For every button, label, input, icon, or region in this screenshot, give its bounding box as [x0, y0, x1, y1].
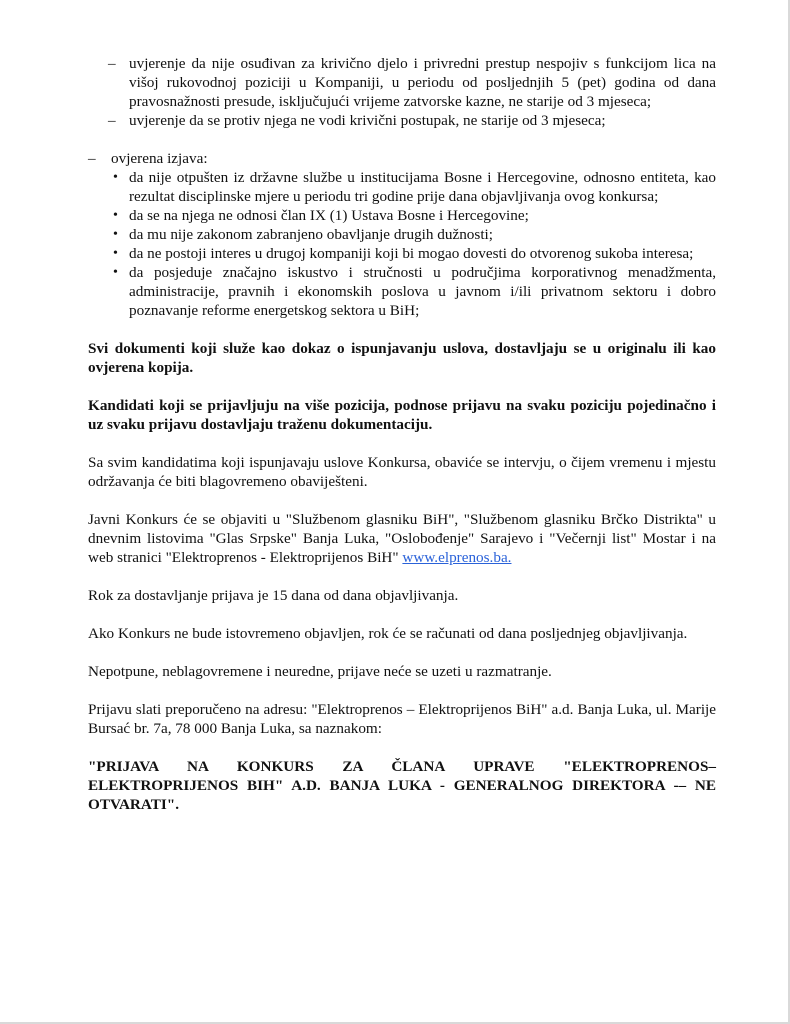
- statement-items: [111, 168, 716, 320]
- certificate-item: – uvjerenje da se protiv njega ne vodi krivični postupak, ne starije od 3 mjeseca;: [88, 111, 716, 130]
- deadline-paragraph: Rok za dostavljanje prijava je 15 dana od dana objavljivanja.: [88, 587, 459, 604]
- incomplete-applications-paragraph: Nepotpune, neblagovremene i neuredne, prijave neće se uzeti u razmatranje.: [88, 663, 552, 680]
- publication-paragraph: [88, 510, 716, 567]
- address-paragraph: Prijavu slati preporučeno na adresu: "Elektroprenos – Elektroprijenos BiH" a.d. Banja Luka, ul. Marije Bursać br. 7a, 78 000 Banja Luka, sa naznakom:: [88, 701, 716, 737]
- statement-list: [88, 149, 716, 320]
- statement-item: • da nije otpušten iz državne službe u institucijama Bosne i Hercegovine, odnosno entiteta, kao rezultat disciplinske mjere u periodu tri godine prije dana objavljivanja ovog konkursa;: [111, 168, 716, 206]
- certificate-item: – uvjerenje da nije osuđivan za krivično djelo i privredni prestup nespojiv s funkcijom lica na višoj rukovodnoj poziciji u Kompaniji, u periodu od posljednjih 5 (pet) godina od dana pravosnažnosti presude, isključujući vrijeme zatvorske kazne, ne starije od 3 mjeseca;: [88, 54, 716, 111]
- website-link[interactable]: www.elprenos.ba.: [402, 549, 512, 566]
- envelope-marking: "PRIJAVA NA KONKURS ZA ČLANA UPRAVE "ELEKTROPRENOS–ELEKTROPRIJENOS BIH" A.D. BANJA LUKA - GENERALNOG DIREKTORA -– NE OTVARATI".: [88, 758, 716, 813]
- original-documents-note: Svi dokumenti koji služe kao dokaz o ispunjavanju uslova, dostavljaju se u originalu ili kao ovjerena kopija.: [88, 340, 716, 376]
- statement-block: [88, 149, 716, 320]
- multiple-positions-note: Kandidati koji se prijavljuju na više pozicija, podnose prijavu na svaku poziciju pojedinačno i uz svaku prijavu dostavljaju traženu dokumentaciju.: [88, 397, 716, 433]
- publication-date-paragraph: Ako Konkurs ne bude istovremeno objavljen, rok će se računati od dana posljednjeg objavljivanja.: [88, 625, 688, 642]
- statement-item: • da mu nije zakonom zabranjeno obavljanje drugih dužnosti;: [111, 225, 716, 244]
- certificate-list: [88, 54, 716, 130]
- publication-text: Javni Konkurs će se objaviti u "Službenom glasniku BiH", "Službenom glasniku Brčko Distrikta" u dnevnim listovima "Glas Srpske" Banja Luka, "Oslobođenje" Sarajevo i "Večernji list" Mostar i na web stranici "Elektroprenos - Elektroprijenos BiH": [88, 511, 716, 566]
- statement-item: • da posjeduje značajno iskustvo i stručnosti u područjima korporativnog menadžmenta, administracije, pravnih i ekonomskih poslova u javnom i/ili privatnom sektoru i dobro poznavanje reforme energetskog sektora u BiH;: [111, 263, 716, 320]
- statement-item: • da ne postoji interes u drugoj kompaniji koji bi mogao dovesti do otvorenog sukoba interesa;: [111, 244, 716, 263]
- interview-paragraph: Sa svim kandidatima koji ispunjavaju uslove Konkursa, obaviće se intervju, o čijem vremenu i mjestu održavanja će biti blagovremeno obaviješteni.: [88, 454, 716, 490]
- statement-item: • da se na njega ne odnosi član IX (1) Ustava Bosne i Hercegovine;: [111, 206, 716, 225]
- document-content: [88, 54, 716, 814]
- statement-heading: ovjerena izjava:: [111, 150, 208, 167]
